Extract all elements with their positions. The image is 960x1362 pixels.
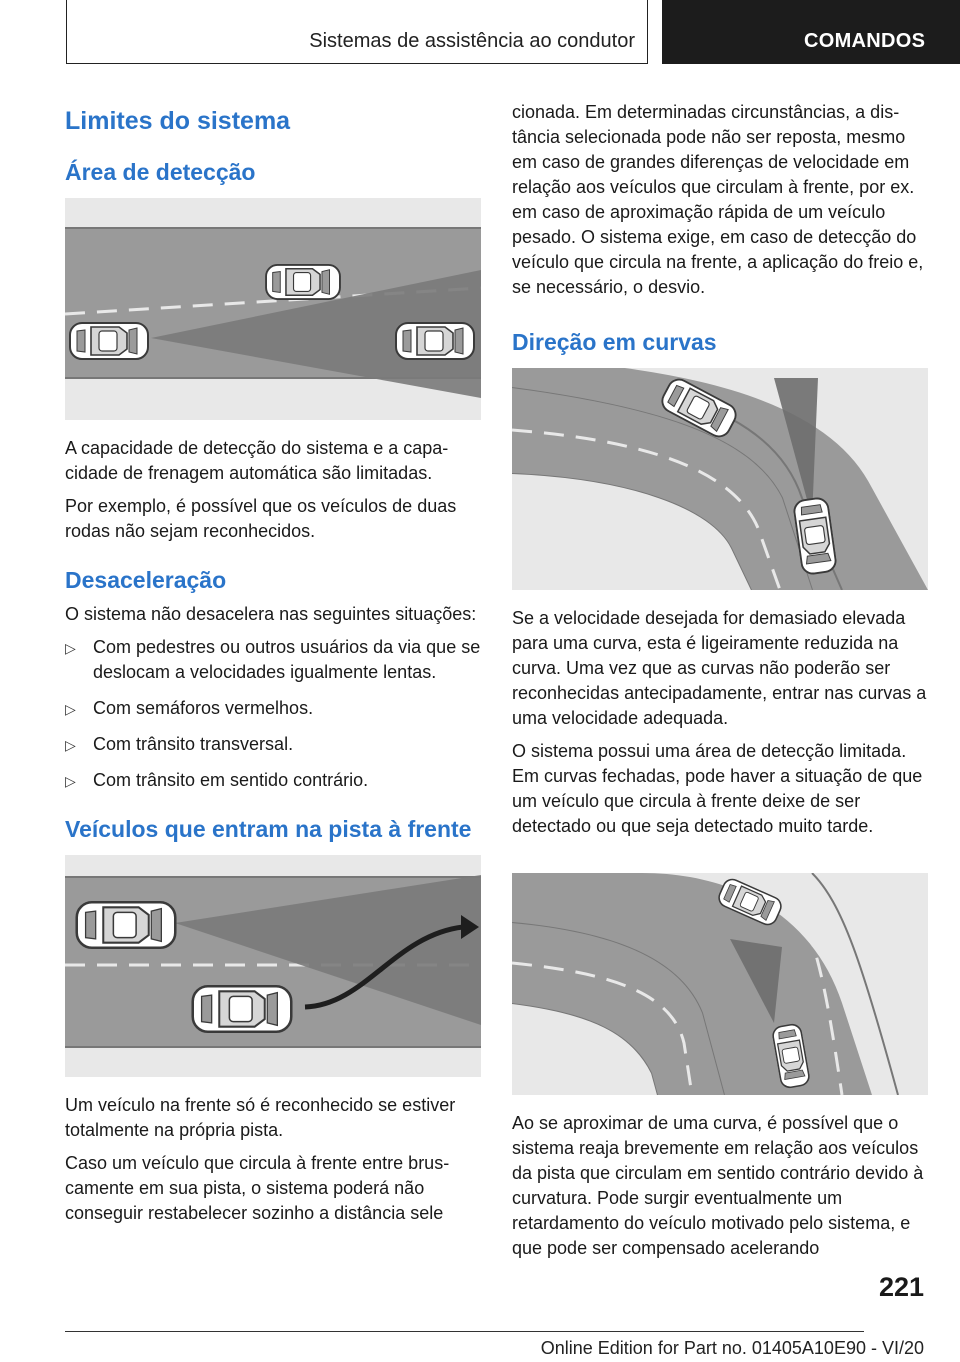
- list-item-text: Com semáforos vermelhos.: [93, 698, 314, 718]
- curves-paragraph-2: O sistema possui uma área de detecção limitada. Em curvas fechadas, pode haver a situação de que um veículo que circula à frente deixe de ser detectado ou que seja detectado muito tarde.: [512, 741, 923, 836]
- cut-in-heading: Veículos que entram na pista à frente: [65, 816, 472, 842]
- detection-area-illustration: [65, 198, 481, 420]
- deceleration-list: [65, 635, 481, 793]
- detection-paragraph-2: Por exemplo, é possível que os veículos de duas rodas não sejam reconhecidos.: [65, 496, 457, 541]
- detection-paragraph-1: A capacidade de detecção do sistema e a capacidade de frenagem automática são limitadas.: [65, 438, 449, 483]
- list-item-text: Com trânsito em sentido contrário.: [93, 770, 369, 790]
- list-item: [65, 732, 481, 757]
- list-item-text: Com trânsito transversal.: [93, 734, 294, 754]
- header-section-title: Sistemas de assistência ao condutor: [309, 30, 635, 52]
- deceleration-heading: Desaceleração: [65, 567, 227, 593]
- curves-heading: Direção em curvas: [512, 329, 717, 355]
- right-column: [512, 100, 928, 1269]
- curves-paragraph-3: Ao se aproximar de uma curva, é possível que o sistema reaja brevemente em relação aos veículos da pista que circulam em sentido contrário devido à curvatura. Pode surgir eventualmente um retardamento do veículo motivado pelo sistema, e que pode ser compensado acelerando: [512, 1113, 924, 1258]
- triangle-bullet-icon: ▷: [65, 701, 76, 717]
- triangle-bullet-icon: ▷: [65, 737, 76, 753]
- triangle-bullet-icon: ▷: [65, 640, 76, 656]
- list-item-text: Com pedestres ou outros usuários da via que se deslocam a velocidades igualmente lentas.: [93, 637, 481, 682]
- cut-in-paragraph-1: Um veículo na frente só é reconhecido se estiver totalmente na própria pista.: [65, 1095, 456, 1140]
- detection-heading: Área de detecção: [65, 159, 256, 185]
- cut-in-paragraph-2: Caso um veículo que circula à frente entre bruscamente em sua pista, o sistema poderá não conseguir restabelecer sozinho a distância sele: [65, 1153, 450, 1223]
- list-item: [65, 696, 481, 721]
- list-item: [65, 768, 481, 793]
- footer-divider: [65, 1331, 864, 1332]
- list-item: [65, 635, 481, 685]
- header-section-box: [66, 0, 648, 64]
- left-column: [65, 96, 481, 1234]
- curve-driving-illustration-1: [512, 368, 928, 590]
- deceleration-intro: O sistema não desacelera nas seguintes situações:: [65, 604, 477, 624]
- continued-paragraph: cionada. Em determinadas circunstâncias, a distância selecionada pode não ser reposta, mesmo em caso de grandes diferenças de velocidade em relação aos veículos que circulam à frente, por ex. em caso de aproximação rápida de um veículo pesado. O sistema exige, em caso de detecção do veículo que circula na frente, a aplicação do freio e, se necessário, o desvio.: [512, 102, 924, 297]
- triangle-bullet-icon: ▷: [65, 773, 76, 789]
- header-chapter-box: [662, 0, 960, 64]
- cut-in-illustration: [65, 855, 481, 1077]
- page-title: Limites do sistema: [65, 107, 291, 135]
- header-chapter-title: COMANDOS: [804, 30, 926, 52]
- footer-edition: Online Edition for Part no. 01405A10E90 - VI/20: [540, 1338, 924, 1358]
- page-number: 221: [878, 1272, 924, 1302]
- curve-driving-illustration-2: [512, 873, 928, 1095]
- curves-paragraph-1: Se a velocidade desejada for demasiado elevada para uma curva, esta é ligeiramente reduzida na curva. Uma vez que as curvas não poderão ser reconhecidas antecipadamente, entrar nas curvas a uma velocidade adequada.: [512, 608, 927, 728]
